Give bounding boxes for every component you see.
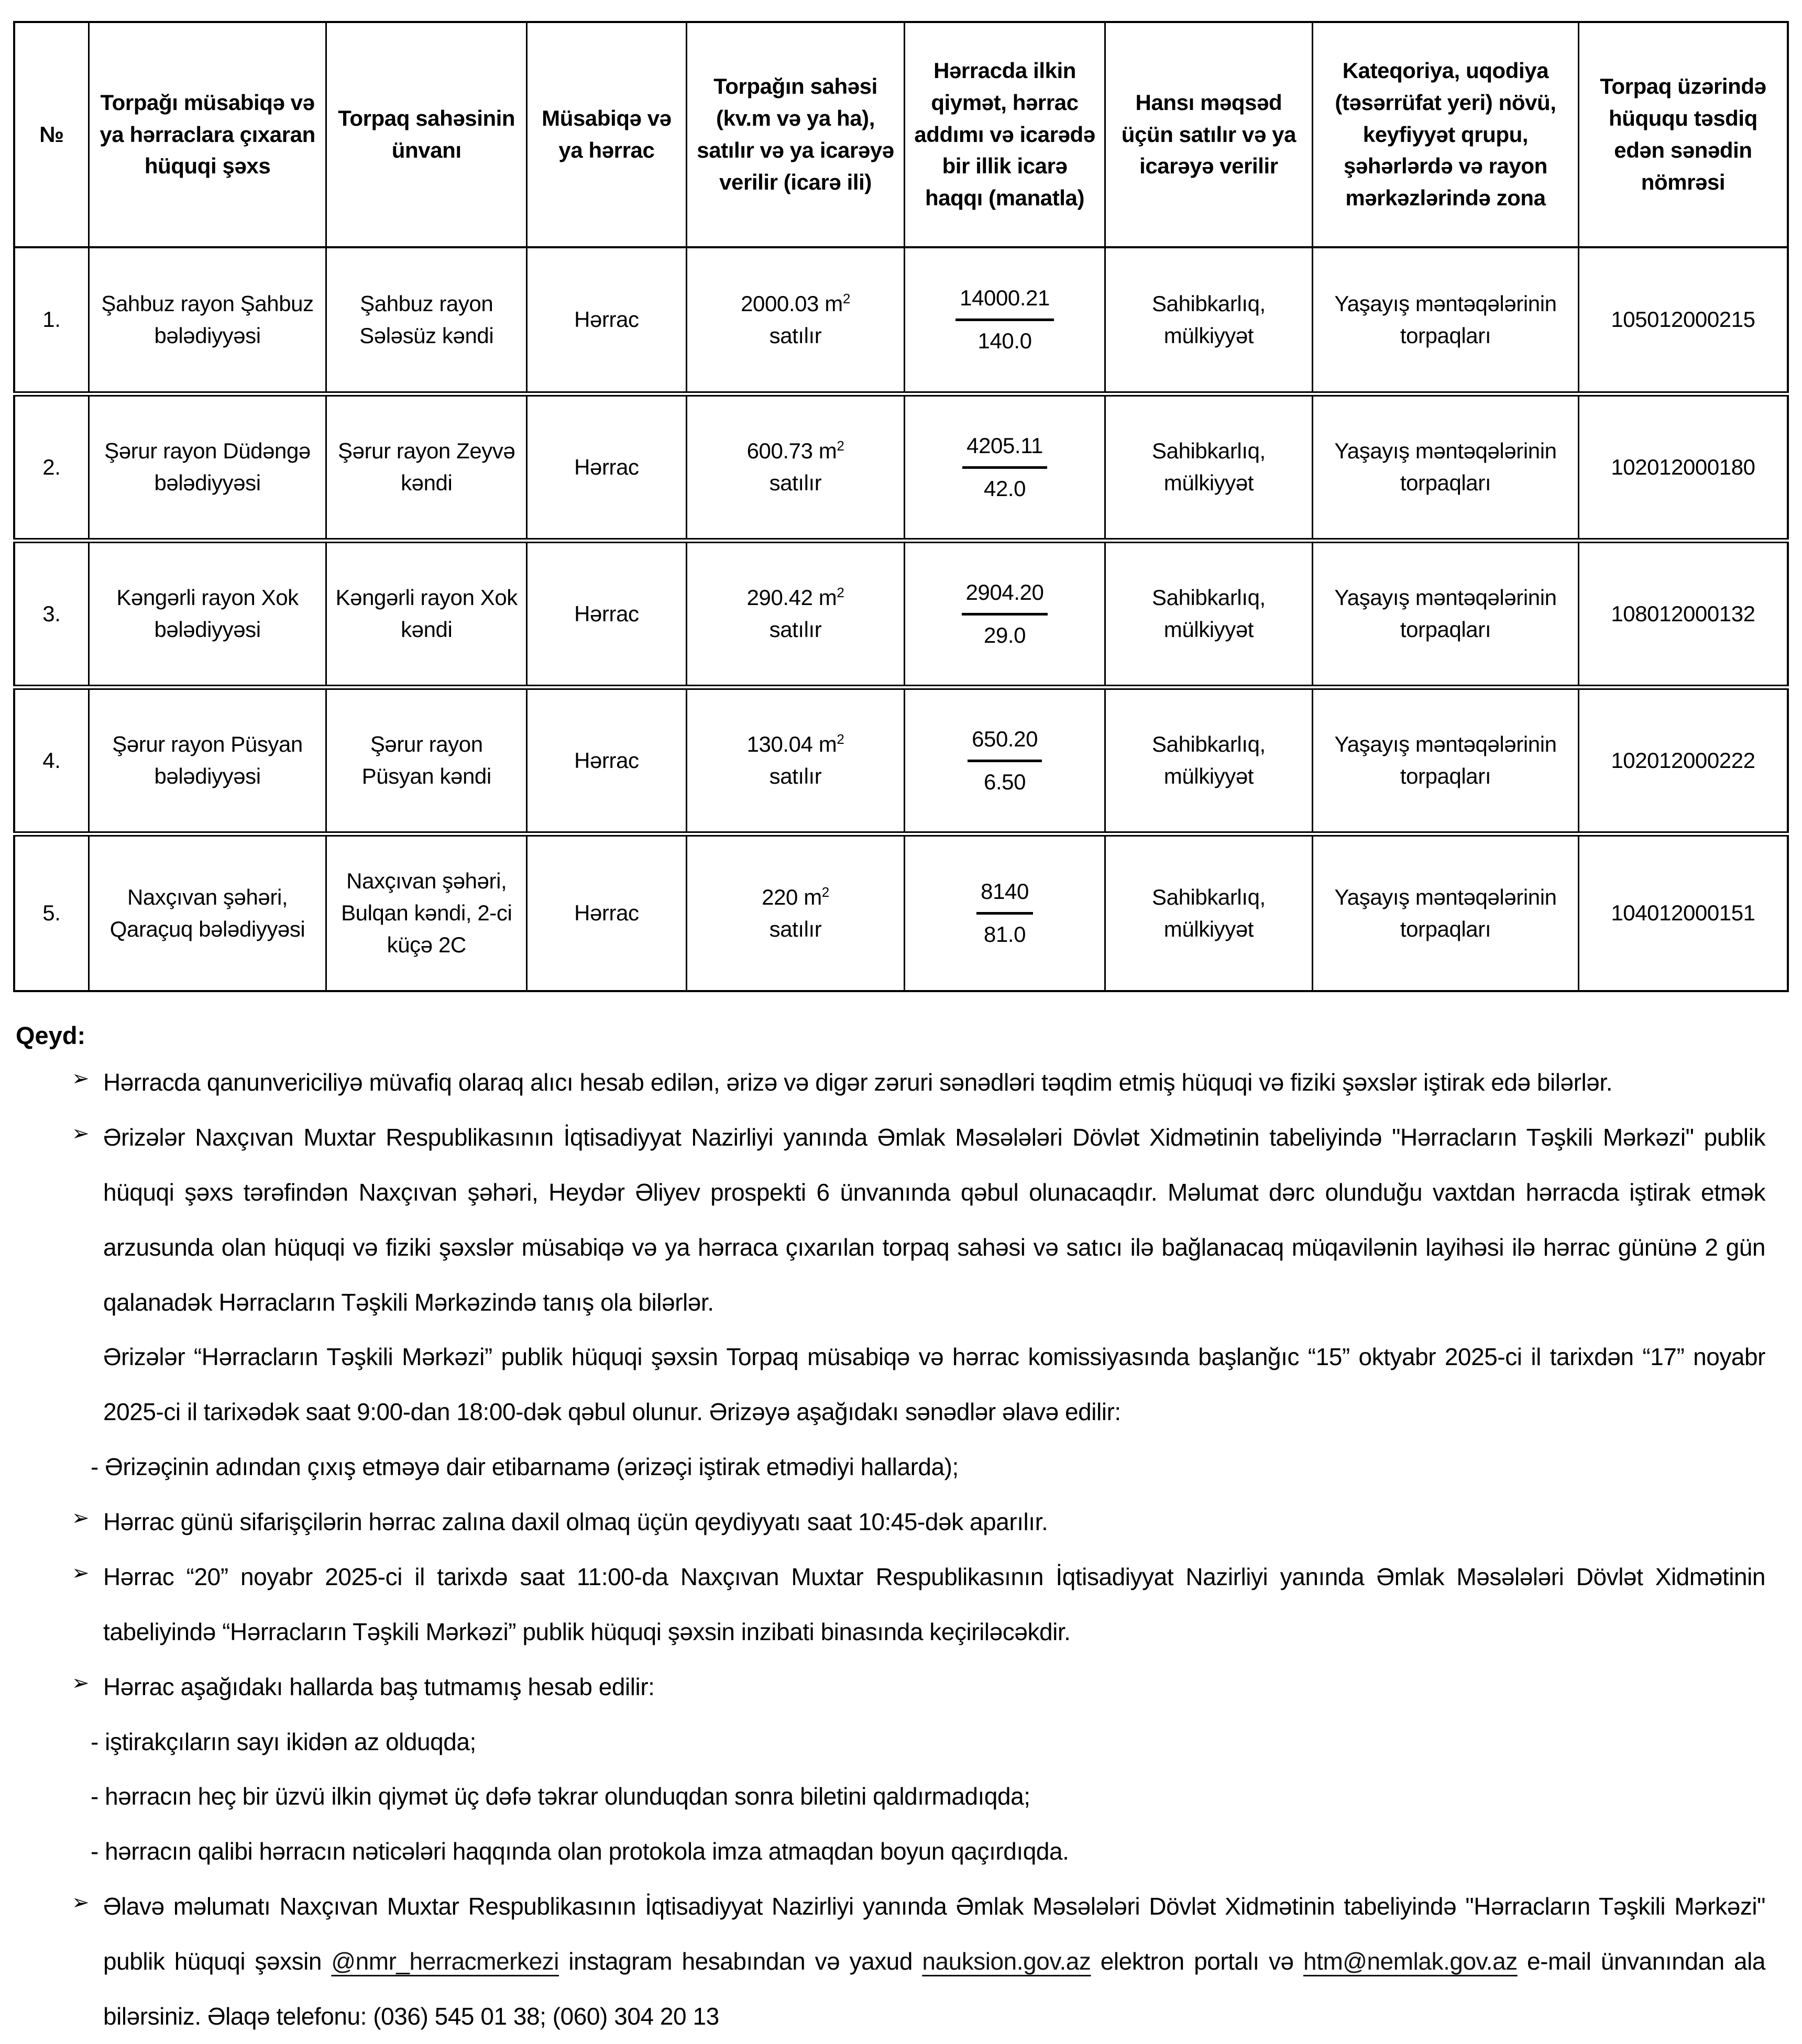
cell-docnum: 105012000215 [1578, 247, 1788, 394]
table-row [14, 247, 1788, 394]
area-superscript: 2 [837, 731, 844, 748]
cell-category: Yaşayış məntəqələrinin torpaqları [1313, 247, 1579, 394]
cell-no: 4. [14, 687, 89, 834]
price-step: 140.0 [977, 328, 1032, 353]
area-note: satılır [769, 617, 822, 642]
cell-price [905, 834, 1105, 991]
cell-price [905, 687, 1105, 834]
header-address: Torpaq sahəsinin ünvanı [326, 22, 527, 247]
header-row [14, 22, 1788, 247]
cell-no: 3. [14, 541, 89, 687]
cell-no: 1. [14, 247, 89, 394]
area-note: satılır [769, 916, 822, 941]
notes-section [13, 1021, 1789, 2044]
cell-no: 5. [14, 834, 89, 991]
header-area: Torpağın sahəsi (kv.m və ya ha), satılır və ya icarəyə verilir (icarə ili) [686, 22, 904, 247]
cell-price [905, 394, 1105, 541]
area-note: satılır [769, 764, 822, 788]
note-text: - hərracın heç bir üzvü ilkin qiymət üç dəfə təkrar olunduqdan sonra biletini qaldırmadıqda; [91, 1783, 1030, 1810]
cell-purpose: Sahibkarlıq, mülkiyyət [1105, 541, 1312, 687]
auction-table [13, 21, 1789, 992]
note-text: Ərizələr “Hərracların Təşkili Mərkəzi” publik hüquqi şəxsin Torpaq müsabiqə və hərrac komissiyasında başlanğıc “15” oktyabr 2025-ci il tarixdən “17” noyabr 2025-ci il tarixədək saat 9:00-dan 18:00-dək qəbul olunur. Ərizəyə aşağıdakı sənədlər əlavə edilir: [103, 1343, 1765, 1426]
arrow-bullet-icon: ➢ [72, 1891, 90, 1915]
arrow-bullet-icon: ➢ [72, 1671, 90, 1695]
cell-area [686, 247, 904, 394]
cell-purpose: Sahibkarlıq, mülkiyyət [1105, 394, 1312, 541]
table-row [14, 541, 1788, 687]
header-category: Kateqoriya, uqodiya (təsərrüfat yeri) növü, keyfiyyət qrupu, şəhərlərdə və rayon mərkəzlərində zona [1313, 22, 1579, 247]
price-step: 42.0 [984, 476, 1026, 501]
cell-address: Şahbuz rayon Sələsüz kəndi [326, 247, 527, 394]
note-item [13, 1055, 1765, 1110]
header-issuer: Torpağı müsabiqə və ya hərraclara çıxaran hüquqi şəxs [89, 22, 326, 247]
area-superscript: 2 [821, 884, 829, 900]
area-superscript: 2 [837, 585, 844, 601]
cell-docnum: 108012000132 [1578, 541, 1788, 687]
cell-address: Kəngərli rayon Xok kəndi [326, 541, 527, 687]
cell-issuer: Şərur rayon Püsyan bələdiyyəsi [89, 687, 326, 834]
contact-text: elektron portalı və [1091, 1948, 1303, 1975]
notes-title: Qeyd: [16, 1021, 86, 1049]
price-step: 29.0 [984, 622, 1026, 647]
note-item [13, 1550, 1765, 1660]
auction-portal-link[interactable]: nauksion.gov.az [922, 1948, 1091, 1975]
header-docnum: Torpaq üzərində hüququ təsdiq edən sənədin nömrəsi [1578, 22, 1788, 247]
cell-price [905, 541, 1105, 687]
cell-area [686, 541, 904, 687]
price-initial: 8140 [976, 876, 1033, 915]
cell-method: Hərrac [527, 394, 687, 541]
area-note: satılır [769, 470, 822, 495]
note-item [13, 1660, 1765, 1715]
cell-method: Hərrac [527, 687, 687, 834]
header-price: Hərracda ilkin qiymət, hərrac addımı və icarədə bir illik icarə haqqı (manatla) [905, 22, 1105, 247]
note-item [13, 1439, 1765, 1494]
area-value: 220 m [762, 884, 822, 909]
cell-method: Hərrac [527, 834, 687, 991]
arrow-bullet-icon: ➢ [72, 1561, 90, 1585]
note-item [13, 1715, 1765, 1770]
area-value: 2000.03 m [741, 291, 843, 316]
table-row [14, 834, 1788, 991]
cell-area [686, 687, 904, 834]
cell-category: Yaşayış məntəqələrinin torpaqları [1313, 394, 1579, 541]
cell-category: Yaşayış məntəqələrinin torpaqları [1313, 687, 1579, 834]
email-link[interactable]: htm@nemlak.gov.az [1303, 1948, 1518, 1975]
cell-docnum: 104012000151 [1578, 834, 1788, 991]
arrow-bullet-icon: ➢ [72, 1067, 90, 1090]
arrow-bullet-icon: ➢ [72, 1507, 90, 1530]
contact-text: Əlavə məlumatı Naxçıvan Muxtar Respublikasının İqtisadiyyat Nazirliyi yanında Əmlak Məsələləri Dövlət Xidmətinin tabeliyində "Hərracların Təşkili Mərkəzi" publik hüquqi şəxsin [103, 1893, 1765, 1975]
table-row [14, 394, 1788, 541]
header-no: № [14, 22, 89, 247]
cell-category: Yaşayış məntəqələrinin torpaqları [1313, 541, 1579, 687]
table-row [14, 687, 1788, 834]
cell-issuer: Şərur rayon Düdəngə bələdiyyəsi [89, 394, 326, 541]
note-text: - Ərizəçinin adından çıxış etməyə dair etibarnamə (ərizəçi iştirak etmədiyi hallarda); [91, 1453, 959, 1481]
note-item [13, 1110, 1765, 1330]
note-item-contact [13, 1879, 1765, 2044]
price-initial: 14000.21 [955, 282, 1054, 321]
instagram-link[interactable]: @nmr_herracmerkezi [331, 1948, 559, 1975]
note-text: Hərrac günü sifarişçilərin hərrac zalına daxil olmaq üçün qeydiyyatı saat 10:45-dək aparılır. [103, 1508, 1048, 1535]
contact-text: e-mail ünvanından ala bilərsiniz. Əlaqə telefonu: (036) 545 01 38; (060) 304 20 13 [103, 1948, 1766, 2030]
price-initial: 2904.20 [962, 577, 1048, 616]
area-superscript: 2 [842, 290, 850, 306]
header-method: Müsabiqə və ya hərrac [527, 22, 687, 247]
area-superscript: 2 [837, 438, 844, 454]
contact-text: instagram hesabından və yaxud [559, 1948, 922, 1975]
note-item [13, 1494, 1765, 1550]
cell-address: Şərur rayon Zeyvə kəndi [326, 394, 527, 541]
area-value: 600.73 m [746, 438, 837, 464]
header-purpose: Hansı məqsəd üçün satılır və ya icarəyə verilir [1105, 22, 1312, 247]
cell-purpose: Sahibkarlıq, mülkiyyət [1105, 247, 1312, 394]
price-initial: 650.20 [968, 723, 1042, 762]
note-text [103, 1879, 1765, 2044]
cell-category: Yaşayış məntəqələrinin torpaqları [1313, 834, 1579, 991]
arrow-bullet-icon: ➢ [72, 1122, 90, 1145]
cell-address: Naxçıvan şəhəri, Bulqan kəndi, 2-ci küçə 2C [326, 834, 527, 991]
price-step: 81.0 [984, 922, 1026, 947]
note-text: Hərrac aşağıdakı hallarda baş tutmamış hesab edilir: [103, 1673, 655, 1700]
note-text: Hərrac “20” noyabr 2025-ci il tarixdə saat 11:00-da Naxçıvan Muxtar Respublikasının İqtisadiyyat Nazirliyi yanında Əmlak Məsələləri Dövlət Xidmətinin tabeliyində “Hərracların Təşkili Mərkəzi” publik hüquqi şəxsin inzibati binasında keçiriləcəkdir. [103, 1563, 1765, 1645]
cell-docnum: 102012000180 [1578, 394, 1788, 541]
cell-address: Şərur rayon Püsyan kəndi [326, 687, 527, 834]
note-item [13, 1769, 1765, 1824]
note-text: - hərracın qalibi hərracın nəticələri haqqında olan protokola imza atmaqdan boyun qaçırdıqda. [91, 1838, 1069, 1865]
note-text: Hərracda qanunvericiliyə müvafiq olaraq alıcı hesab edilən, ərizə və digər zəruri sənədləri təqdim etmiş hüquqi və fiziki şəxslər iştirak edə bilərlər. [103, 1069, 1613, 1096]
cell-docnum: 102012000222 [1578, 687, 1788, 834]
area-value: 130.04 m [746, 732, 837, 757]
cell-method: Hərrac [527, 247, 687, 394]
area-note: satılır [769, 323, 822, 348]
cell-purpose: Sahibkarlıq, mülkiyyət [1105, 834, 1312, 991]
note-item [13, 1329, 1765, 1439]
price-step: 6.50 [984, 769, 1026, 794]
note-item [13, 1824, 1765, 1879]
cell-area [686, 834, 904, 991]
area-value: 290.42 m [746, 585, 837, 610]
cell-issuer: Naxçıvan şəhəri, Qaraçuq bələdiyyəsi [89, 834, 326, 991]
cell-issuer: Kəngərli rayon Xok bələdiyyəsi [89, 541, 326, 687]
cell-no: 2. [14, 394, 89, 541]
cell-issuer: Şahbuz rayon Şahbuz bələdiyyəsi [89, 247, 326, 394]
price-initial: 4205.11 [962, 430, 1047, 469]
cell-area [686, 394, 904, 541]
cell-price [905, 247, 1105, 394]
cell-purpose: Sahibkarlıq, mülkiyyət [1105, 687, 1312, 834]
note-text: - iştirakçıların sayı ikidən az olduqda; [91, 1728, 476, 1755]
note-text: Ərizələr Naxçıvan Muxtar Respublikasının İqtisadiyyat Nazirliyi yanında Əmlak Məsələləri Dövlət Xidmətinin tabeliyində "Hərracların Təşkili Mərkəzi" publik hüquqi şəxs tərəfindən Naxçıvan şəhəri, Heydər Əliyev prospekti 6 ünvanında qəbul olunacaqdır. Məlumat dərc olunduğu vaxtdan hərracda iştirak etmək arzusunda olan hüquqi və fiziki şəxslər müsabiqə və ya hərraca çıxarılan torpaq sahəsi və satıcı ilə bağlanacaq müqavilənin layihəsi ilə hərrac gününə 2 gün qalanadək Hərracların Təşkili Mərkəzində tanış ola bilərlər. [103, 1123, 1765, 1316]
cell-method: Hərrac [527, 541, 687, 687]
